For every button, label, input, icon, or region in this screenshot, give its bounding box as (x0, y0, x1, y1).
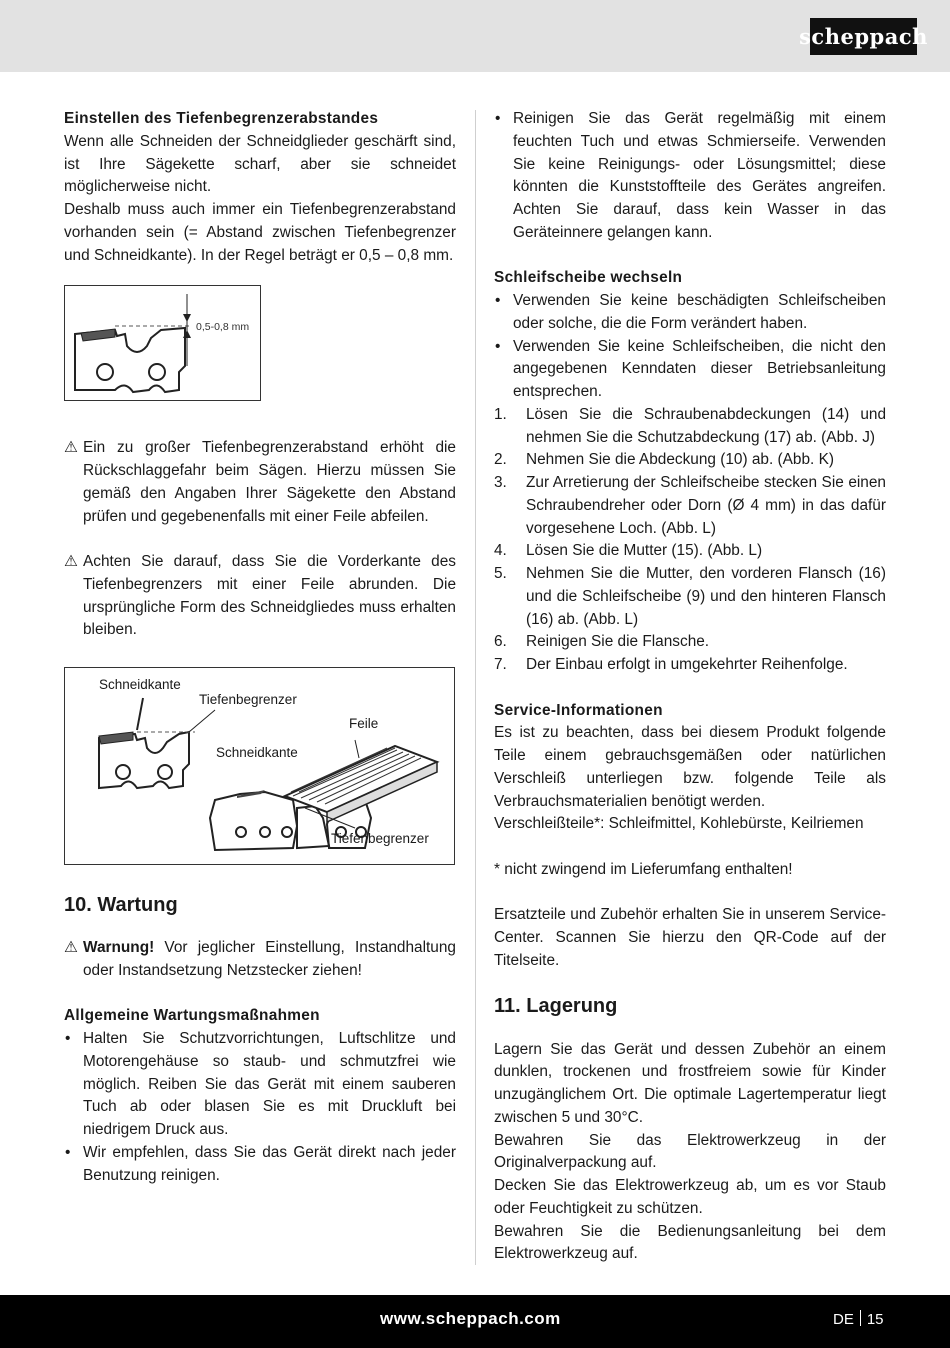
list-item-text: Verwenden Sie keine Schleifscheiben, die nicht den angegebenen Kenndaten dieser Betriebsanleitung entsprechen. (513, 337, 886, 400)
list-item (494, 290, 886, 336)
step-text: Lösen Sie die Mutter (15). (Abb. L) (526, 542, 763, 560)
label-feile: Feile (349, 716, 379, 731)
step-text: Zur Arretierung der Schleifscheibe stecken Sie einen Schraubendreher oder Dorn (Ø 4 mm) in das dafür vorgesehene Loch. (Abb. L) (526, 474, 886, 537)
step-number: 1. (494, 405, 507, 423)
warning-unplug-bold: Warnung! (83, 939, 155, 956)
service-paragraph-3: Ersatzteile und Zubehör erhalten Sie in unserem Service-Center. Scannen Sie hierzu den QR-Code auf der Titelseite. (494, 906, 886, 969)
step-number: 4. (494, 542, 507, 560)
step-item (494, 449, 886, 472)
warning-depth-gauge (64, 437, 456, 528)
service-title: Service-Informationen (494, 701, 663, 719)
list-item-text: Halten Sie Schutzvorrichtungen, Luftschlitze und Motorengehäuse so staub- und schmutzfrei wie möglich. Reiben Sie das Gerät mit einem sauberen Tuch ab oder blasen Sie es mit Druckluft bei niedrigem Druck aus. (83, 1030, 456, 1138)
depth-gauge-label: 0,5-0,8 mm (196, 321, 250, 334)
step-text: Nehmen Sie die Abdeckung (10) ab. (Abb. K) (526, 451, 834, 469)
step-item (494, 540, 886, 563)
bullet-marker: • (495, 292, 501, 309)
bullet-marker: • (495, 337, 501, 355)
file-sharpening-figure (64, 667, 455, 865)
list-item-text: Wir empfehlen, dass Sie das Gerät direkt nach jeder Benutzung reinigen. (83, 1143, 456, 1184)
lager-paragraph-3: Decken Sie das Elektrowerkzeug ab, um es vor Staub oder Feuchtigkeit zu schützen. (494, 1177, 886, 1217)
footer-language: DE (833, 1311, 854, 1328)
label-schneidkante-2: Schneidkante (216, 745, 298, 760)
lager-paragraph-4: Bewahren Sie die Bedienungsanleitung bei dem Elektrowerkzeug auf. (494, 1222, 886, 1263)
step-number: 5. (494, 565, 507, 582)
list-item-text: Reinigen Sie das Gerät regelmäßig mit einem feuchten Tuch und etwas Schmierseife. Verwenden Sie keine Reinigungs- oder Lösungsmittel; diese könnten die Kunststoffteile des Gerätes angreifen. Achten Sie darauf, dass kein Wasser in das Geräteinnere gelangen kann. (513, 110, 886, 241)
step-item (494, 404, 886, 450)
footer-separator (860, 1310, 861, 1326)
label-schneidkante-1: Schneidkante (99, 677, 181, 692)
step-item (494, 563, 886, 631)
list-item (64, 1028, 456, 1142)
warning-round-edge (64, 551, 456, 642)
list-item (494, 108, 886, 245)
list-item-text: Verwenden Sie keine beschädigten Schleifscheiben oder solche, die die Form verändert haben. (513, 292, 886, 332)
footer-page-info (833, 1310, 884, 1328)
right-column (494, 108, 886, 1266)
step-item (494, 472, 886, 540)
step-text: Lösen Sie die Schraubenabdeckungen (14) und nehmen Sie die Schutzabdeckung (17) ab. (Abb. J) (526, 405, 886, 446)
warning-round-edge-text: Achten Sie darauf, dass Sie die Vorderkante des Tiefenbegrenzers mit einer Feile abrunden. Die ursprüngliche Form des Schneidgliedes muss erhalten bleiben. (83, 553, 456, 639)
step-number: 7. (494, 656, 507, 673)
step-number: 3. (494, 474, 507, 491)
bullet-marker: • (65, 1143, 71, 1161)
allg-title: Allgemeine Wartungsmaßnahmen (64, 1007, 320, 1025)
warning-icon: ⚠ (64, 439, 78, 457)
depth-title: Einstellen des Tiefenbegrenzerabstandes (64, 110, 379, 127)
depth-paragraph-2: Deshalb muss auch immer ein Tiefenbegrenzerabstand vorhanden sein (= Abstand zwischen Tiefenbegrenzer und Schneidkante). In der Regel beträgt er 0,5 – 0,8 mm. (64, 201, 456, 264)
step-text: Der Einbau erfolgt in umgekehrter Reihenfolge. (526, 656, 848, 673)
warning-unplug-text: Vor jeglicher Einstellung, Instandhaltung oder Instandsetzung Netzstecker ziehen! (83, 939, 456, 979)
left-column (64, 108, 456, 1187)
warning-unplug (64, 937, 456, 983)
brand-logo: scheppach (810, 18, 917, 55)
warning-depth-gauge-text: Ein zu großer Tiefenbegrenzerabstand erhöht die Rückschlaggefahr beim Sägen. Hierzu müssen Sie gemäß den Angaben Ihrer Sägekette den Abstand prüfen und gegebenenfalls mit einer Feile abfeilen. (83, 439, 456, 525)
section-title-wartung: 10. Wartung (64, 894, 178, 916)
header-bar (0, 0, 950, 72)
depth-gauge-figure (64, 285, 261, 401)
step-item (494, 654, 886, 677)
label-tiefenbegrenzer-2: Tiefenbegrenzer (331, 831, 429, 846)
chain-link-drawing (65, 286, 262, 402)
step-text: Reinigen Sie die Flansche. (526, 633, 710, 651)
bullet-marker: • (65, 1030, 71, 1047)
step-text: Nehmen Sie die Mutter, den vorderen Flansch (16) und die Schleifscheibe (9) und den hinteren Flansch (16) ab. (Abb. L) (526, 565, 886, 628)
lager-paragraph-1: Lagern Sie das Gerät und dessen Zubehör an einem dunklen, trockenen und frostfreiem sowie für Kinder unzugänglichem Ort. Die optimale Lagertemperatur liegt zwischen 5 und 30°C. (494, 1040, 886, 1126)
schleif-title: Schleifscheibe wechseln (494, 269, 683, 287)
step-item (494, 631, 886, 654)
step-number: 2. (494, 451, 507, 469)
column-divider (475, 110, 476, 1265)
footer-bar (0, 1295, 950, 1348)
service-wear-parts: Verschleißteile*: Schleifmittel, Kohlebürste, Keilriemen (494, 815, 864, 833)
warning-icon: ⚠ (64, 553, 78, 570)
label-tiefenbegrenzer-1: Tiefenbegrenzer (199, 692, 297, 707)
service-footnote: * nicht zwingend im Lieferumfang enthalten! (494, 860, 793, 878)
section-title-lagerung: 11. Lagerung (494, 994, 618, 1017)
warning-icon: ⚠ (64, 939, 78, 956)
depth-paragraph-1: Wenn alle Schneiden der Schneidglieder geschärft sind, ist Ihre Sägekette scharf, aber sie schneidet möglicherweise nicht. (64, 132, 456, 196)
list-item (64, 1142, 456, 1188)
bullet-marker: • (495, 110, 501, 127)
list-item (494, 336, 886, 404)
footer-url: www.scheppach.com (380, 1309, 561, 1328)
lager-paragraph-2: Bewahren Sie das Elektrowerkzeug in der Originalverpackung auf. (494, 1131, 886, 1172)
footer-page-number: 15 (866, 1311, 884, 1328)
service-paragraph-1: Es ist zu beachten, dass bei diesem Produkt folgende Teile einem gebrauchsgemäßen oder natürlichen Verschleiß unterliegen bzw. folgende Teile als Verbrauchsmaterialien benötigt werden. (494, 724, 886, 810)
step-number: 6. (494, 633, 507, 651)
